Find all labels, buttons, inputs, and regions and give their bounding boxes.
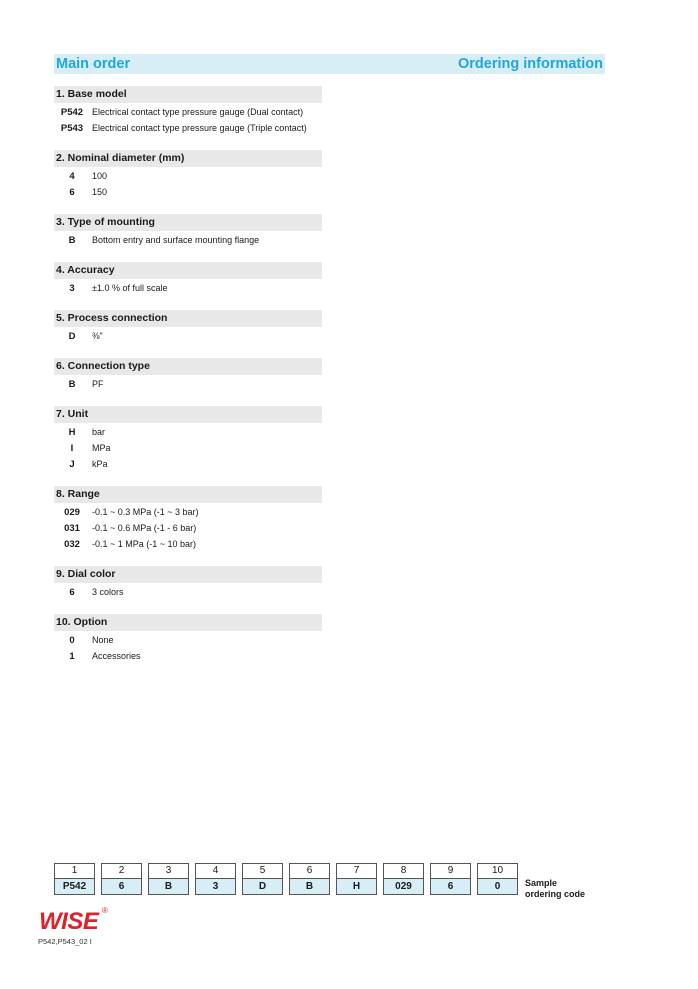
option-row — [54, 440, 324, 456]
sample-code-value: D — [242, 879, 283, 895]
section-title: 3. Type of mounting — [54, 214, 322, 231]
wise-logo-text: WISE — [39, 908, 99, 934]
option-row — [54, 504, 324, 520]
sample-position-number: 5 — [242, 863, 283, 879]
option-code: B — [68, 378, 76, 390]
option-description: MPa — [92, 443, 111, 453]
option-row — [54, 520, 324, 536]
option-description: -0.1 ~ 0.3 MPa (-1 ~ 3 bar) — [92, 507, 199, 517]
option-description: Electrical contact type pressure gauge (Triple contact) — [92, 123, 307, 133]
sample-column — [477, 863, 518, 895]
option-row — [54, 456, 324, 472]
option-row — [54, 376, 324, 392]
sample-code-value: P542 — [54, 879, 95, 895]
sample-column — [336, 863, 377, 895]
section-title: 5. Process connection — [54, 310, 322, 327]
sample-label-line1: Sample — [525, 878, 558, 888]
option-description: Accessories — [92, 651, 141, 661]
registered-mark: ® — [102, 906, 108, 915]
option-code: 3 — [69, 282, 75, 294]
section-items — [54, 504, 324, 552]
option-description: -0.1 ~ 1 MPa (-1 ~ 10 bar) — [92, 539, 197, 549]
header-main-order: Main order — [56, 56, 131, 72]
option-row — [54, 280, 324, 296]
option-description: -0.1 ~ 0.6 MPa (-1 - 6 bar) — [92, 523, 197, 533]
option-code: P542 — [60, 106, 84, 118]
option-description: 100 — [92, 171, 108, 181]
sample-position-number: 8 — [383, 863, 424, 879]
sample-code-table — [54, 863, 524, 895]
section — [54, 406, 324, 472]
section-title: 6. Connection type — [54, 358, 322, 375]
option-code: I — [70, 442, 74, 454]
option-code: 6 — [69, 586, 75, 598]
section — [54, 310, 324, 344]
option-description: Bottom entry and surface mounting flange — [92, 235, 260, 245]
section-items — [54, 584, 324, 600]
option-code: 6 — [69, 186, 75, 198]
section — [54, 262, 324, 296]
section-items — [54, 280, 324, 296]
option-row — [54, 120, 324, 136]
section — [54, 214, 324, 248]
option-description: PF — [92, 379, 104, 389]
option-description: Electrical contact type pressure gauge (Dual contact) — [92, 107, 304, 117]
option-code: 4 — [69, 170, 75, 182]
order-sections — [54, 86, 324, 678]
section-items — [54, 632, 324, 664]
sample-column — [430, 863, 471, 895]
section — [54, 566, 324, 600]
section-title: 1. Base model — [54, 86, 322, 103]
option-code: D — [68, 330, 76, 342]
sample-position-number: 2 — [101, 863, 142, 879]
option-code: 1 — [69, 650, 75, 662]
section-title: 10. Option — [54, 614, 322, 631]
sample-column — [101, 863, 142, 895]
option-description: None — [92, 635, 114, 645]
section-items — [54, 104, 324, 136]
sample-label-line2: ordering code — [525, 889, 586, 899]
option-code: B — [68, 234, 76, 246]
sample-column — [148, 863, 189, 895]
sample-position-number: 4 — [195, 863, 236, 879]
option-row — [54, 104, 324, 120]
option-row — [54, 328, 324, 344]
sample-code-value: B — [148, 879, 189, 895]
option-row — [54, 584, 324, 600]
option-row — [54, 232, 324, 248]
sample-code-value: 6 — [430, 879, 471, 895]
option-code: 031 — [64, 522, 80, 534]
option-code: 032 — [64, 538, 80, 550]
wise-logo-mark — [38, 904, 108, 934]
section-items — [54, 424, 324, 472]
sample-ordering-code — [54, 863, 605, 900]
sample-code-value: 029 — [383, 879, 424, 895]
option-code: J — [69, 458, 75, 470]
option-row — [54, 632, 324, 648]
option-description: 3 colors — [92, 587, 124, 597]
sample-position-number: 1 — [54, 863, 95, 879]
section-items — [54, 376, 324, 392]
option-row — [54, 536, 324, 552]
sample-label — [525, 878, 605, 900]
option-description: bar — [92, 427, 106, 437]
header-bar — [54, 54, 605, 74]
option-code: P543 — [60, 122, 84, 134]
section-items — [54, 232, 324, 248]
sample-position-number: 6 — [289, 863, 330, 879]
sample-position-number: 7 — [336, 863, 377, 879]
sample-position-number: 3 — [148, 863, 189, 879]
section-title: 4. Accuracy — [54, 262, 322, 279]
option-row — [54, 184, 324, 200]
section-title: 7. Unit — [54, 406, 322, 423]
option-description: ±1.0 % of full scale — [92, 283, 168, 293]
section — [54, 150, 324, 200]
option-code: 0 — [69, 634, 75, 646]
option-row — [54, 168, 324, 184]
section — [54, 614, 324, 664]
option-description: 150 — [92, 187, 108, 197]
option-description: ⅜" — [92, 331, 103, 341]
sample-code-value: 3 — [195, 879, 236, 895]
section-items — [54, 168, 324, 200]
sample-column — [195, 863, 236, 895]
wise-logo — [38, 904, 108, 939]
section — [54, 358, 324, 392]
sample-code-value: 0 — [477, 879, 518, 895]
section — [54, 86, 324, 136]
section-items — [54, 328, 324, 344]
section-title: 8. Range — [54, 486, 322, 503]
section — [54, 486, 324, 552]
option-code: H — [68, 426, 76, 438]
option-row — [54, 424, 324, 440]
sample-code-value: H — [336, 879, 377, 895]
sample-position-number: 10 — [477, 863, 518, 879]
option-description: kPa — [92, 459, 108, 469]
sample-code-value: 6 — [101, 879, 142, 895]
sample-column — [242, 863, 283, 895]
sample-column — [289, 863, 330, 895]
sample-column — [54, 863, 95, 895]
sample-position-number: 9 — [430, 863, 471, 879]
sample-column — [383, 863, 424, 895]
header-ordering-information: Ordering information — [458, 56, 603, 72]
section-title: 2. Nominal diameter (mm) — [54, 150, 322, 167]
sample-code-value: B — [289, 879, 330, 895]
option-row — [54, 648, 324, 664]
section-title: 9. Dial color — [54, 566, 322, 583]
document-id: P542,P543_02 I — [38, 937, 92, 946]
option-code: 029 — [64, 506, 80, 518]
